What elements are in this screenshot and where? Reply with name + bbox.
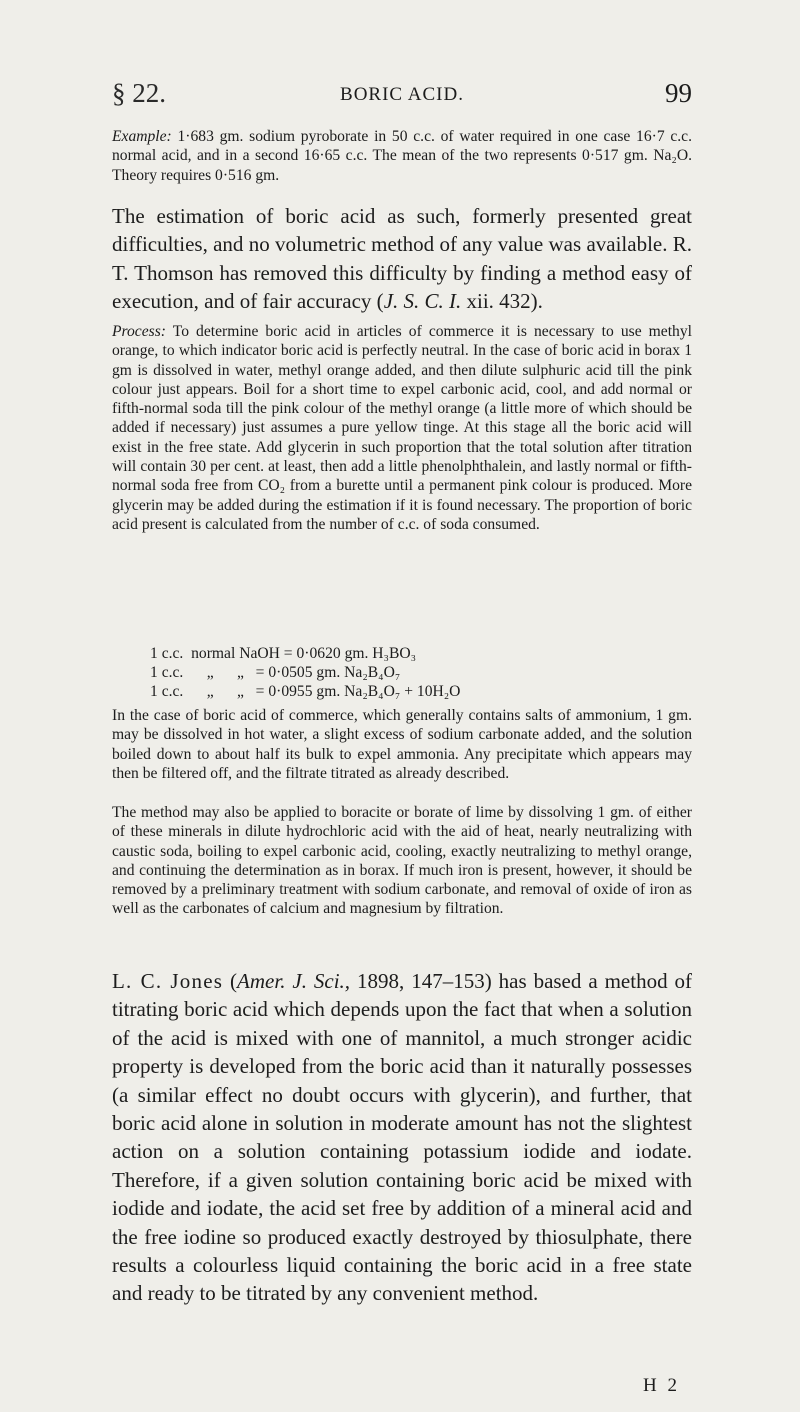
jones-text: 1898, 147–153) has based a method of titrating boric acid which depends upon the fact that when a solution of the acid is mixed with one of mannitol, a much stronger acidic property is developed from the boric acid than it naturally possesses (a similar effect no doubt occurs with glycerin), and further, that boric acid alone in solution in moderate amount has not the slightest action on a solution containing potassium iodide and iodate. Therefore, if a given solution containing boric acid be mixed with iodide and iodate, the acid set free by addition of a mineral acid and the free iodine so produced exactly destroyed by thiosulphate, there results a colourless liquid containing the boric acid in a free state and ready to be titrated by any convenient method. <box>112 969 693 1306</box>
section-number: § 22. <box>112 78 166 108</box>
example-lead: Example: <box>112 128 172 145</box>
running-head <box>112 78 692 112</box>
process-lead: Process: <box>112 323 166 340</box>
running-title: BORIC ACID. <box>340 84 464 105</box>
intro-text: The estimation of boric acid as such, formerly presented great difficulties, and no volumetric method of any value was available. R. T. Thomson has removed this difficulty by finding a method easy of execution, and of fair accuracy ( <box>112 204 692 314</box>
intro-text-end: xii. 432). <box>461 289 543 314</box>
jones-paragraph <box>112 967 692 1308</box>
equivalent-line: 1 c.c. „ „ = 0·0505 gm. Na₂B₄O₇ <box>150 664 401 681</box>
jones-author: L. C. Jones <box>112 969 224 993</box>
jones-ref-open: ( <box>223 969 238 993</box>
equivalent-line: 1 c.c. „ „ = 0·0955 gm. Na₂B₄O₇ + 10H₂O <box>150 683 461 700</box>
boracite-paragraph: The method may also be applied to boracite or borate of lime by dissolving 1 gm. of either of these minerals in dilute hydrochloric acid with the aid of heat, nearly neutralizing with caustic soda, boiling to expel carbonic acid, cooling, exactly neutralizing to methyl orange, and continuing the determination as in borax. If much iron is present, however, it should be removed by a preliminary treatment with sodium carbonate, and removal of oxide of iron as well as the carbonates of calcium and magnesium by filtration. <box>112 804 692 918</box>
page-number: 99 <box>665 78 692 108</box>
intro-reference: J. S. C. I. <box>383 289 462 314</box>
process-text: To determine boric acid in articles of commerce it is necessary to use methyl orange, to which indicator boric acid is perfectly neutral. In the case of boric acid in borax 1 gm is dissolved in water, methyl orange added, and then dilute sulphuric acid till the pink colour just appears. Boil for a short time to expel carbonic acid, cool, and add normal or fifth-normal soda till the pink colour of the methyl orange (a little more of which should be added if necessary) just assumes a pure yellow tinge. At this stage all the boric acid will exist in the free state. Add glycerin in such proportion that the total solution after titration will contain 30 per cent. at least, then add a little phenolphthalein, and lastly normal or fifth-normal soda free from CO₂ from a burette until a permanent pink colour is produced. More glycerin may be added during the estimation if it is found necessary. The proportion of boric acid present is calculated from the number of c.c. of soda consumed. <box>112 323 692 533</box>
equivalent-line: 1 c.c. normal NaOH = 0·0620 gm. H₃BO₃ <box>150 645 417 662</box>
jones-reference: Amer. J. Sci., <box>237 969 351 993</box>
example-text: 1·683 gm. sodium pyroborate in 50 c.c. of water required in one case 16·7 c.c. normal acid, and in a second 16·65 c.c. The mean of the two represents 0·517 gm. Na₂O. Theory requires 0·516 gm. <box>112 128 692 184</box>
intro-paragraph <box>112 202 692 316</box>
process-paragraph <box>112 322 692 534</box>
commerce-paragraph: In the case of boric acid of commerce, which generally contains salts of ammonium, 1 gm. may be dissolved in hot water, a slight excess of sodium carbonate added, and the solution boiled down to about half its bulk to expel ammonia. Any precipitate which appears may then be filtered off, and the filtrate titrated as already described. <box>112 707 692 782</box>
example-paragraph <box>112 127 692 185</box>
signature-mark: H 2 <box>643 1375 680 1396</box>
